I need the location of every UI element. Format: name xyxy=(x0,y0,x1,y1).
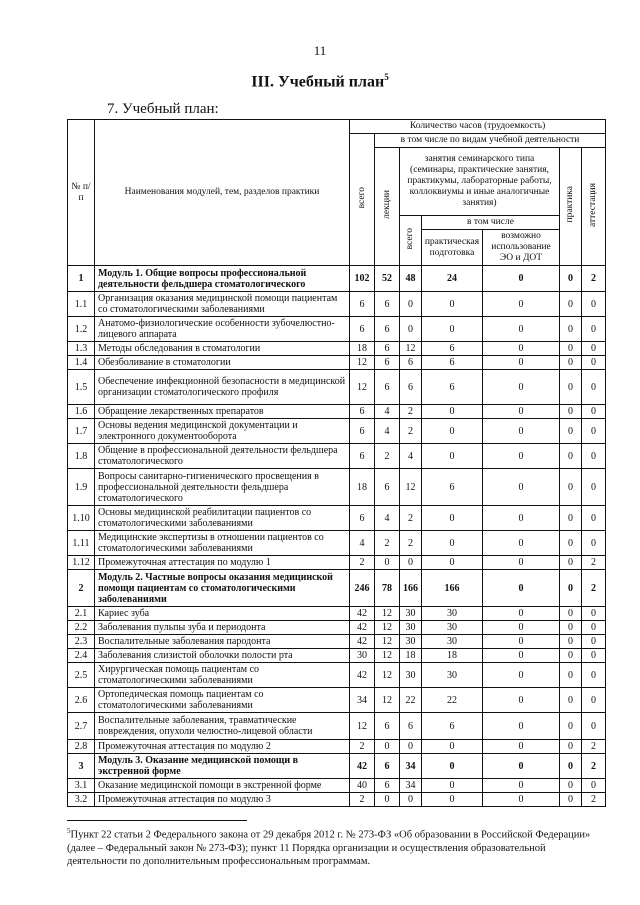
cell-total: 12 xyxy=(350,713,375,740)
cell-sem: 2 xyxy=(400,419,422,444)
footnote-text: Пункт 22 статьи 2 Федерального закона от 29 декабря 2012 г. № 273-ФЗ «Об образовании в Российской Федерации» (далее – Федеральный закон № 273-ФЗ); пункт 11 Порядка организации и осуществления образовательной деятельности по дополнительным профессиональным программам. xyxy=(67,829,591,867)
cell-name: Методы обследования в стоматологии xyxy=(95,342,350,356)
cell-n: 2.8 xyxy=(68,740,95,754)
cell-sem: 0 xyxy=(400,317,422,342)
cell-eo: 0 xyxy=(483,713,560,740)
cell-n: 1.3 xyxy=(68,342,95,356)
cell-lec: 0 xyxy=(375,556,400,570)
table-row xyxy=(68,663,606,688)
cell-name: Воспалительные заболевания пародонта xyxy=(95,635,350,649)
cell-n: 1.7 xyxy=(68,419,95,444)
cell-n: 2 xyxy=(68,570,95,607)
cell-name: Анатомо-физиологические особенности зубочелюстно-лицевого аппарата xyxy=(95,317,350,342)
table-row xyxy=(68,506,606,531)
cell-att: 0 xyxy=(582,621,606,635)
cell-n: 1.1 xyxy=(68,292,95,317)
cell-lec: 0 xyxy=(375,740,400,754)
cell-eo: 0 xyxy=(483,506,560,531)
section-title xyxy=(0,72,640,91)
cell-lec: 4 xyxy=(375,419,400,444)
cell-total: 6 xyxy=(350,444,375,469)
header-practice xyxy=(560,148,582,266)
cell-sem: 12 xyxy=(400,342,422,356)
footnote xyxy=(67,820,607,868)
subtitle: 7. Учебный план: xyxy=(107,101,219,117)
cell-pr: 6 xyxy=(422,469,483,506)
table-row xyxy=(68,444,606,469)
cell-prac: 0 xyxy=(560,793,582,807)
cell-lec: 6 xyxy=(375,317,400,342)
cell-att: 0 xyxy=(582,663,606,688)
cell-total: 34 xyxy=(350,688,375,713)
table-row xyxy=(68,419,606,444)
cell-n: 1.2 xyxy=(68,317,95,342)
cell-att: 2 xyxy=(582,793,606,807)
header-total xyxy=(350,134,375,266)
cell-pr: 22 xyxy=(422,688,483,713)
cell-name: Ортопедическая помощь пациентам со стоматологическими заболеваниями xyxy=(95,688,350,713)
cell-sem: 2 xyxy=(400,405,422,419)
cell-att: 0 xyxy=(582,317,606,342)
cell-prac: 0 xyxy=(560,663,582,688)
table-row xyxy=(68,405,606,419)
cell-name: Кариес зуба xyxy=(95,607,350,621)
cell-total: 6 xyxy=(350,419,375,444)
cell-sem: 34 xyxy=(400,779,422,793)
header-practice-text: практика xyxy=(565,186,575,223)
cell-n: 2.2 xyxy=(68,621,95,635)
cell-n: 1.8 xyxy=(68,444,95,469)
cell-name: Основы ведения медицинской документации и электронного документооборота xyxy=(95,419,350,444)
cell-eo: 0 xyxy=(483,469,560,506)
cell-name: Промежуточная аттестация по модулю 2 xyxy=(95,740,350,754)
cell-n: 1.5 xyxy=(68,370,95,405)
header-sem-total-text: всего xyxy=(405,227,415,250)
cell-eo: 0 xyxy=(483,556,560,570)
cell-eo: 0 xyxy=(483,266,560,292)
cell-n: 3.1 xyxy=(68,779,95,793)
cell-att: 0 xyxy=(582,531,606,556)
cell-name: Вопросы санитарно-гигиенического просвещения в профессиональной деятельности фельдшера стоматологического xyxy=(95,469,350,506)
cell-att: 0 xyxy=(582,469,606,506)
cell-eo: 0 xyxy=(483,754,560,779)
cell-name: Организация оказания медицинской помощи пациентам со стоматологическими заболеваниями xyxy=(95,292,350,317)
cell-total: 40 xyxy=(350,779,375,793)
cell-n: 1.12 xyxy=(68,556,95,570)
cell-total: 42 xyxy=(350,663,375,688)
cell-lec: 12 xyxy=(375,635,400,649)
cell-lec: 6 xyxy=(375,356,400,370)
cell-pr: 0 xyxy=(422,419,483,444)
cell-eo: 0 xyxy=(483,356,560,370)
cell-total: 102 xyxy=(350,266,375,292)
cell-sem: 30 xyxy=(400,635,422,649)
cell-sem: 6 xyxy=(400,370,422,405)
page-number: 11 xyxy=(313,43,327,58)
cell-pr: 0 xyxy=(422,531,483,556)
cell-pr: 30 xyxy=(422,663,483,688)
cell-n: 2.5 xyxy=(68,663,95,688)
cell-name: Медицинские экспертизы в отношении пациентов со стоматологическими заболеваниями xyxy=(95,531,350,556)
table-row xyxy=(68,342,606,356)
cell-eo: 0 xyxy=(483,444,560,469)
cell-sem: 30 xyxy=(400,621,422,635)
cell-total: 18 xyxy=(350,469,375,506)
cell-lec: 12 xyxy=(375,621,400,635)
header-num: № п/п xyxy=(68,120,95,266)
cell-lec: 6 xyxy=(375,292,400,317)
cell-total: 246 xyxy=(350,570,375,607)
cell-att: 0 xyxy=(582,370,606,405)
cell-total: 42 xyxy=(350,621,375,635)
cell-total: 12 xyxy=(350,356,375,370)
cell-sem: 6 xyxy=(400,356,422,370)
cell-pr: 18 xyxy=(422,649,483,663)
cell-lec: 2 xyxy=(375,444,400,469)
cell-pr: 0 xyxy=(422,740,483,754)
table-row xyxy=(68,779,606,793)
section-title-text: III. Учебный план xyxy=(251,73,385,91)
cell-n: 1 xyxy=(68,266,95,292)
header-attest-text: аттестация xyxy=(588,182,599,227)
table-row xyxy=(68,292,606,317)
cell-name: Промежуточная аттестация по модулю 1 xyxy=(95,556,350,570)
table-row xyxy=(68,635,606,649)
cell-lec: 12 xyxy=(375,649,400,663)
cell-lec: 6 xyxy=(375,713,400,740)
cell-eo: 0 xyxy=(483,419,560,444)
table-row xyxy=(68,607,606,621)
cell-pr: 0 xyxy=(422,292,483,317)
header-hours: Количество часов (трудоемкость) xyxy=(350,120,606,134)
module-row xyxy=(68,266,606,292)
cell-pr: 6 xyxy=(422,342,483,356)
curriculum-table xyxy=(67,119,606,807)
cell-pr: 0 xyxy=(422,793,483,807)
cell-total: 30 xyxy=(350,649,375,663)
cell-att: 2 xyxy=(582,740,606,754)
footnote-rule xyxy=(67,820,247,821)
cell-att: 2 xyxy=(582,570,606,607)
cell-prac: 0 xyxy=(560,649,582,663)
cell-n: 2.4 xyxy=(68,649,95,663)
cell-total: 12 xyxy=(350,370,375,405)
header-seminar: занятия семинарского типа (семинары, практические занятия, практикумы, лабораторные работы, коллоквиумы и иные аналогичные занятия) xyxy=(400,148,560,216)
cell-n: 2.1 xyxy=(68,607,95,621)
table-row xyxy=(68,370,606,405)
cell-eo: 0 xyxy=(483,317,560,342)
section-title-footnote-mark: 5 xyxy=(384,72,389,82)
cell-eo: 0 xyxy=(483,292,560,317)
cell-sem: 22 xyxy=(400,688,422,713)
table-row xyxy=(68,793,606,807)
header-attest xyxy=(582,148,606,266)
cell-pr: 24 xyxy=(422,266,483,292)
cell-n: 1.6 xyxy=(68,405,95,419)
cell-att: 0 xyxy=(582,607,606,621)
cell-eo: 0 xyxy=(483,370,560,405)
cell-total: 2 xyxy=(350,740,375,754)
cell-prac: 0 xyxy=(560,570,582,607)
cell-prac: 0 xyxy=(560,635,582,649)
cell-eo: 0 xyxy=(483,342,560,356)
cell-prac: 0 xyxy=(560,266,582,292)
cell-total: 42 xyxy=(350,607,375,621)
cell-sem: 0 xyxy=(400,556,422,570)
cell-eo: 0 xyxy=(483,793,560,807)
cell-pr: 0 xyxy=(422,444,483,469)
cell-lec: 6 xyxy=(375,370,400,405)
table-row xyxy=(68,469,606,506)
cell-prac: 0 xyxy=(560,342,582,356)
cell-prac: 0 xyxy=(560,713,582,740)
cell-prac: 0 xyxy=(560,419,582,444)
cell-name: Заболевания пульпы зуба и периодонта xyxy=(95,621,350,635)
cell-sem: 48 xyxy=(400,266,422,292)
cell-sem: 166 xyxy=(400,570,422,607)
cell-total: 6 xyxy=(350,506,375,531)
cell-eo: 0 xyxy=(483,570,560,607)
cell-pr: 0 xyxy=(422,405,483,419)
header-total-text: всего xyxy=(356,186,367,209)
cell-name: Общение в профессиональной деятельности фельдшера стоматологического xyxy=(95,444,350,469)
cell-total: 2 xyxy=(350,793,375,807)
cell-pr: 30 xyxy=(422,607,483,621)
cell-name: Основы медицинской реабилитации пациентов со стоматологическими заболеваниями xyxy=(95,506,350,531)
cell-sem: 6 xyxy=(400,713,422,740)
cell-prac: 0 xyxy=(560,506,582,531)
cell-lec: 0 xyxy=(375,793,400,807)
cell-eo: 0 xyxy=(483,607,560,621)
cell-sem: 2 xyxy=(400,506,422,531)
cell-sem: 4 xyxy=(400,444,422,469)
module-row xyxy=(68,754,606,779)
cell-prac: 0 xyxy=(560,688,582,713)
cell-n: 2.7 xyxy=(68,713,95,740)
cell-sem: 18 xyxy=(400,649,422,663)
cell-eo: 0 xyxy=(483,531,560,556)
cell-prac: 0 xyxy=(560,292,582,317)
cell-name: Хирургическая помощь пациентам со стоматологическими заболеваниями xyxy=(95,663,350,688)
table-row xyxy=(68,356,606,370)
cell-pr: 0 xyxy=(422,317,483,342)
cell-lec: 6 xyxy=(375,342,400,356)
cell-eo: 0 xyxy=(483,635,560,649)
cell-pr: 6 xyxy=(422,713,483,740)
cell-eo: 0 xyxy=(483,688,560,713)
header-by-type: в том числе по видам учебной деятельности xyxy=(375,134,606,148)
cell-prac: 0 xyxy=(560,444,582,469)
cell-pr: 6 xyxy=(422,370,483,405)
cell-pr: 0 xyxy=(422,506,483,531)
cell-total: 6 xyxy=(350,292,375,317)
cell-eo: 0 xyxy=(483,405,560,419)
cell-eo: 0 xyxy=(483,740,560,754)
cell-prac: 0 xyxy=(560,469,582,506)
table-row xyxy=(68,688,606,713)
cell-prac: 0 xyxy=(560,556,582,570)
header-lectures-text: лекции xyxy=(381,190,392,219)
cell-total: 6 xyxy=(350,405,375,419)
cell-eo: 0 xyxy=(483,663,560,688)
cell-att: 0 xyxy=(582,405,606,419)
cell-name: Обращение лекарственных препаратов xyxy=(95,405,350,419)
cell-att: 0 xyxy=(582,419,606,444)
table-row xyxy=(68,531,606,556)
module-row xyxy=(68,570,606,607)
cell-prac: 0 xyxy=(560,531,582,556)
cell-pr: 0 xyxy=(422,556,483,570)
cell-att: 0 xyxy=(582,649,606,663)
cell-n: 2.6 xyxy=(68,688,95,713)
cell-sem: 34 xyxy=(400,754,422,779)
cell-pr: 0 xyxy=(422,754,483,779)
cell-total: 42 xyxy=(350,635,375,649)
table-row xyxy=(68,621,606,635)
cell-lec: 12 xyxy=(375,607,400,621)
cell-sem: 12 xyxy=(400,469,422,506)
cell-sem: 0 xyxy=(400,740,422,754)
cell-prac: 0 xyxy=(560,779,582,793)
cell-prac: 0 xyxy=(560,754,582,779)
cell-att: 0 xyxy=(582,292,606,317)
table-row xyxy=(68,556,606,570)
table-row xyxy=(68,740,606,754)
header-sem-total xyxy=(400,216,422,266)
cell-prac: 0 xyxy=(560,317,582,342)
cell-lec: 52 xyxy=(375,266,400,292)
cell-lec: 78 xyxy=(375,570,400,607)
table-row xyxy=(68,649,606,663)
cell-prac: 0 xyxy=(560,405,582,419)
cell-lec: 6 xyxy=(375,779,400,793)
header-lectures xyxy=(375,148,400,266)
cell-total: 2 xyxy=(350,556,375,570)
cell-prac: 0 xyxy=(560,356,582,370)
cell-sem: 30 xyxy=(400,607,422,621)
table-row xyxy=(68,317,606,342)
footnote-mark: 5 xyxy=(67,827,71,835)
cell-eo: 0 xyxy=(483,621,560,635)
cell-att: 2 xyxy=(582,556,606,570)
cell-name: Заболевания слизистой оболочки полости рта xyxy=(95,649,350,663)
table-header xyxy=(68,120,606,266)
cell-total: 6 xyxy=(350,317,375,342)
header-eo: возможно использование ЭО и ДОТ xyxy=(483,230,560,266)
cell-prac: 0 xyxy=(560,370,582,405)
cell-pr: 30 xyxy=(422,635,483,649)
cell-n: 1.10 xyxy=(68,506,95,531)
cell-att: 0 xyxy=(582,635,606,649)
cell-pr: 166 xyxy=(422,570,483,607)
cell-name: Обезболивание в стоматологии xyxy=(95,356,350,370)
cell-total: 4 xyxy=(350,531,375,556)
cell-name: Промежуточная аттестация по модулю 3 xyxy=(95,793,350,807)
cell-name: Воспалительные заболевания, травматические повреждения, опухоли челюстно-лицевой области xyxy=(95,713,350,740)
cell-att: 0 xyxy=(582,444,606,469)
cell-att: 0 xyxy=(582,713,606,740)
cell-prac: 0 xyxy=(560,607,582,621)
cell-eo: 0 xyxy=(483,779,560,793)
cell-sem: 30 xyxy=(400,663,422,688)
cell-prac: 0 xyxy=(560,621,582,635)
cell-lec: 4 xyxy=(375,405,400,419)
header-incl: в том числе xyxy=(422,216,560,230)
cell-lec: 2 xyxy=(375,531,400,556)
cell-name: Модуль 2. Частные вопросы оказания медицинской помощи пациентам со стоматологическими заболеваниями xyxy=(95,570,350,607)
cell-lec: 12 xyxy=(375,688,400,713)
cell-n: 2.3 xyxy=(68,635,95,649)
cell-att: 2 xyxy=(582,266,606,292)
cell-att: 0 xyxy=(582,356,606,370)
cell-name: Оказание медицинской помощи в экстренной форме xyxy=(95,779,350,793)
cell-prac: 0 xyxy=(560,740,582,754)
cell-lec: 6 xyxy=(375,754,400,779)
cell-total: 18 xyxy=(350,342,375,356)
cell-sem: 0 xyxy=(400,292,422,317)
cell-att: 0 xyxy=(582,342,606,356)
cell-total: 42 xyxy=(350,754,375,779)
cell-lec: 6 xyxy=(375,469,400,506)
cell-n: 1.9 xyxy=(68,469,95,506)
cell-name: Модуль 3. Оказание медицинской помощи в экстренной форме xyxy=(95,754,350,779)
cell-pr: 0 xyxy=(422,779,483,793)
cell-n: 1.11 xyxy=(68,531,95,556)
cell-name: Обеспечение инфекционной безопасности в медицинской организации стоматологического профиля xyxy=(95,370,350,405)
table-row xyxy=(68,713,606,740)
cell-sem: 0 xyxy=(400,793,422,807)
header-name: Наименования модулей, тем, разделов практики xyxy=(95,120,350,266)
cell-att: 2 xyxy=(582,754,606,779)
cell-att: 0 xyxy=(582,688,606,713)
header-practical: практическая подготовка xyxy=(422,230,483,266)
cell-pr: 6 xyxy=(422,356,483,370)
cell-n: 1.4 xyxy=(68,356,95,370)
cell-sem: 2 xyxy=(400,531,422,556)
cell-n: 3.2 xyxy=(68,793,95,807)
cell-name: Модуль 1. Общие вопросы профессиональной деятельности фельдшера стоматологического xyxy=(95,266,350,292)
cell-lec: 12 xyxy=(375,663,400,688)
cell-pr: 30 xyxy=(422,621,483,635)
cell-lec: 4 xyxy=(375,506,400,531)
cell-att: 0 xyxy=(582,506,606,531)
cell-n: 3 xyxy=(68,754,95,779)
table-body xyxy=(68,266,606,807)
cell-eo: 0 xyxy=(483,649,560,663)
cell-att: 0 xyxy=(582,779,606,793)
